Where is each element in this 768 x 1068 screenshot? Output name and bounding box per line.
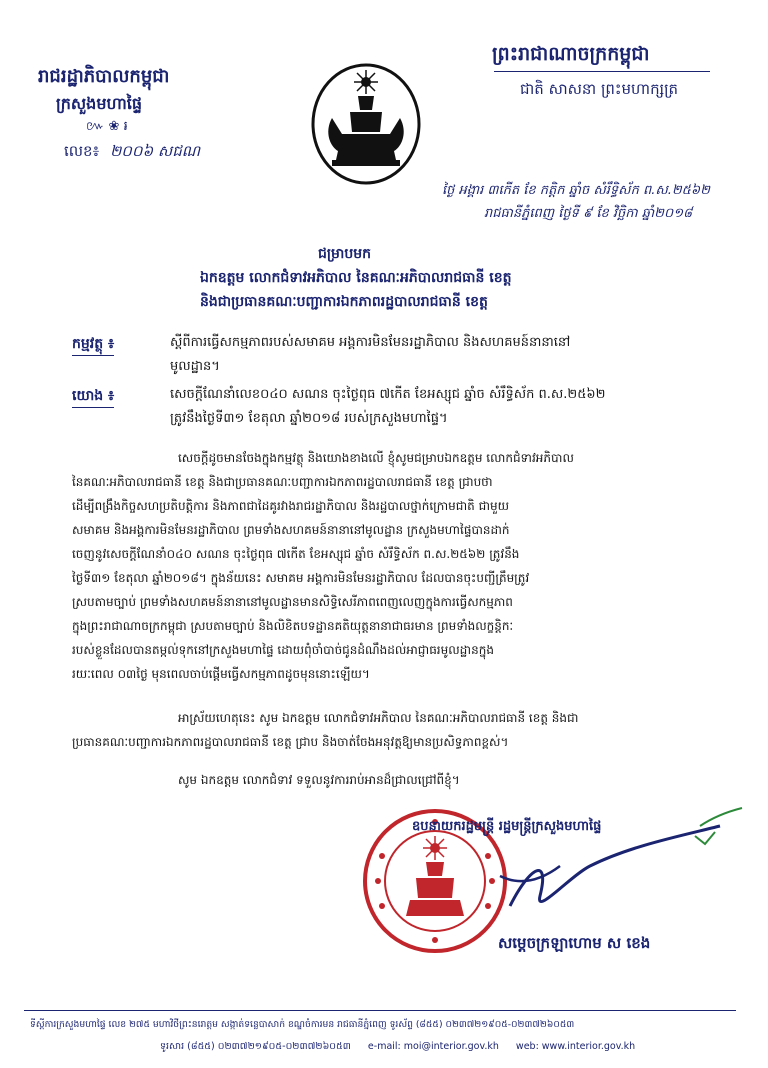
body-para1-line: សេចក្តីដូចមានចែងក្នុងកម្មវត្ថុ និងយោងខាងលើ ខ្ញុំសូមជម្រាបឯកឧត្តម លោកជំទាវអភិបាល [178,451,574,465]
kingdom-underline [494,71,710,72]
body-para1-line: នៃគណៈអភិបាលរាជធានី ខេត្ត និងជាប្រធានគណៈបញ្ជាការឯកភាពរដ្ឋបាលរាជធានី ខេត្ត ជ្រាបថា [72,475,493,489]
reference-line-2: ត្រូវនឹងថ្ងៃទី៣១ ខែតុលា ឆ្នាំ២០១៨ របស់ក្រសួងមហាផ្ទៃ។ [170,411,448,426]
subject-label: កម្មវត្ថុ ៖ [72,334,114,356]
ornament: ៚ ❀ ៛ [86,119,128,134]
document-number [64,142,200,164]
date-lunar: ថ្ងៃ អង្គារ ៣កើត ខែ កត្តិក ឆ្នាំច សំរឹទ្ធិស័ក ព.ស.២៥៦២ [442,183,710,198]
body-para1-line: ក្នុងព្រះរាជាណាចក្រកម្ពុជា ស្របតាមច្បាប់ និងលិខិតបទដ្ឋានគតិយុត្តនានាជាធរមាន ព្រមទាំងលក្ខន្តិកៈ [72,619,514,633]
footer-address: ទីស្តីការក្រសួងមហាផ្ទៃ លេខ ២៧៥ មហាវិថីព្រះនរោត្តម សង្កាត់ទន្លេបាសាក់ ខណ្ឌចំការមន រាជធានីភ្នំពេញ ទូរស័ព្ទ (៨៥៥) ០២៣៧២១៩០៥-០២៣៧២៦០៥៣ [30,1019,575,1030]
footer-website[interactable]: web: www.interior.gov.kh [515,1041,636,1052]
body-para1-line: ចេញនូវសេចក្តីណែនាំ០៤០ សណន ចុះថ្ងៃពុធ ៧កេីត ខែអស្សុជ ឆ្នាំច សំរឹទ្ធិស័ក ព.ស.២៥៦២ ត្រូវនឹង [72,547,520,561]
subject-line-1: ស្តីពីការធ្វើសកម្មភាពរបស់សមាគម អង្គការមិនមែនរដ្ឋាភិបាល និងសហគមន៍នានានៅ [170,335,571,350]
number-label: លេខ៖ [64,142,100,160]
closing-line: សូម ឯកឧត្តម លោកជំទាវ ទទួលនូវការរាប់អានដ៏ជ្រាលជ្រៅពីខ្ញុំ។ [178,773,460,787]
body-para2-line: ប្រធានគណៈបញ្ជាការឯកភាពរដ្ឋបាលរាជធានី ខេត្ត ជ្រាប និងចាត់ចែងអនុវត្តឱ្យមានប្រសិទ្ធភាពខ្ពស់។ [72,735,509,749]
royal-emblem [310,62,422,186]
body-para1-line: ថ្ងៃទី៣១ ខែតុលា ឆ្នាំ២០១៨។ ក្នុងន័យនេះ សមាគម អង្គការមិនមែនរដ្ឋាភិបាល ដែលបានចុះបញ្ជីត្រឹមត្រូវ [72,571,530,585]
recipient-line-1: ឯកឧត្តម លោកជំទាវអភិបាល នៃគណៈអភិបាលរាជធានី ខេត្ត [200,270,512,286]
reference-line-1: សេចក្តីណែនាំលេខ០៤០ សណន ចុះថ្ងៃពុធ ៧កេីត ខែអស្សុជ ឆ្នាំច សំរឹទ្ធិស័ក ព.ស.២៥៦២ [170,387,606,402]
recipient-line-2: និងជាប្រធានគណៈបញ្ជាការឯកភាពរដ្ឋបាលរាជធានី ខេត្ត [200,294,488,310]
subject-line-2: មូលដ្ឋាន។ [170,359,220,374]
date-solar: រាជធានីភ្នំពេញ ថ្ងៃទី ៩ ខែ វិច្ឆិកា ឆ្នាំ២០១៨ [484,206,693,221]
ministry-name: រាជរដ្ឋាភិបាលកម្ពុជា [38,66,170,87]
body-para2-line: អាស្រ័យហេតុនេះ សូម ឯកឧត្តម លោកជំទាវអភិបាល នៃគណៈអភិបាលរាជធានី ខេត្ត និងជា [178,711,579,725]
reference-label: យោង ៖ [72,386,114,408]
footer-contact [160,1040,635,1054]
kingdom-title: ព្រះរាជាណាចក្រកម្ពុជា [492,43,650,65]
body-para1-line: របស់ខ្លួនដែលបានតម្កល់ទុកនៅក្រសួងមហាផ្ទៃ ដោយពុំចាំបាច់ជូនដំណឹងដល់អាជ្ញាធរមូលដ្ឋានក្នុង [72,643,494,657]
body-para1-line: សមាគម និងអង្គការមិនមែនរដ្ឋាភិបាល ព្រមទាំងសហគមន៍នានានៅមូលដ្ឋាន ក្រសួងមហាផ្ទៃបានដាក់ [72,523,510,537]
national-motto: ជាតិ សាសនា ព្រះមហាក្សត្រ [520,80,679,98]
body-para1-line: ស្របតាមច្បាប់ ព្រមទាំងសហគមន៍នានានៅមូលដ្ឋានមានសិទ្ធិសេរីភាពពេញលេញក្នុងការធ្វើសកម្មភាព [72,595,513,609]
signatory-name: សម្តេចក្រឡាហោម ស ខេង [498,934,651,952]
signatory-title: ឧបនាយករដ្ឋមន្ត្រី រដ្ឋមន្ត្រីក្រសួងមហាផ្ទៃ [412,819,602,834]
body-para1-line: ដើម្បីពង្រឹងកិច្ចសហប្រតិបត្តិការ និងភាពជាដៃគូរវាងរាជរដ្ឋាភិបាល និងរដ្ឋបាលថ្នាក់ក្រោមជាតិ ជាមួយ [72,499,510,513]
footer-email[interactable]: e-mail: moi@interior.gov.kh [367,1041,499,1052]
recipient-salutation: ជម្រាបមក [318,246,372,262]
ministry-subtitle: ក្រសួងមហាផ្ទៃ [56,94,143,113]
footer-divider [24,1010,736,1011]
footer-fax: ទូរសារ (៨៥៥) ០២៣៧២១៩០៥-០២៣៧២៦០៥៣ [160,1041,351,1052]
body-para1-line: រយៈពេល ០៣ថ្ងៃ មុនពេលចាប់ផ្តើមធ្វើសកម្មភាពដូចមុននោះឡើយ។ [72,667,370,681]
number-value: ២០០៦ សជណ [109,142,201,160]
